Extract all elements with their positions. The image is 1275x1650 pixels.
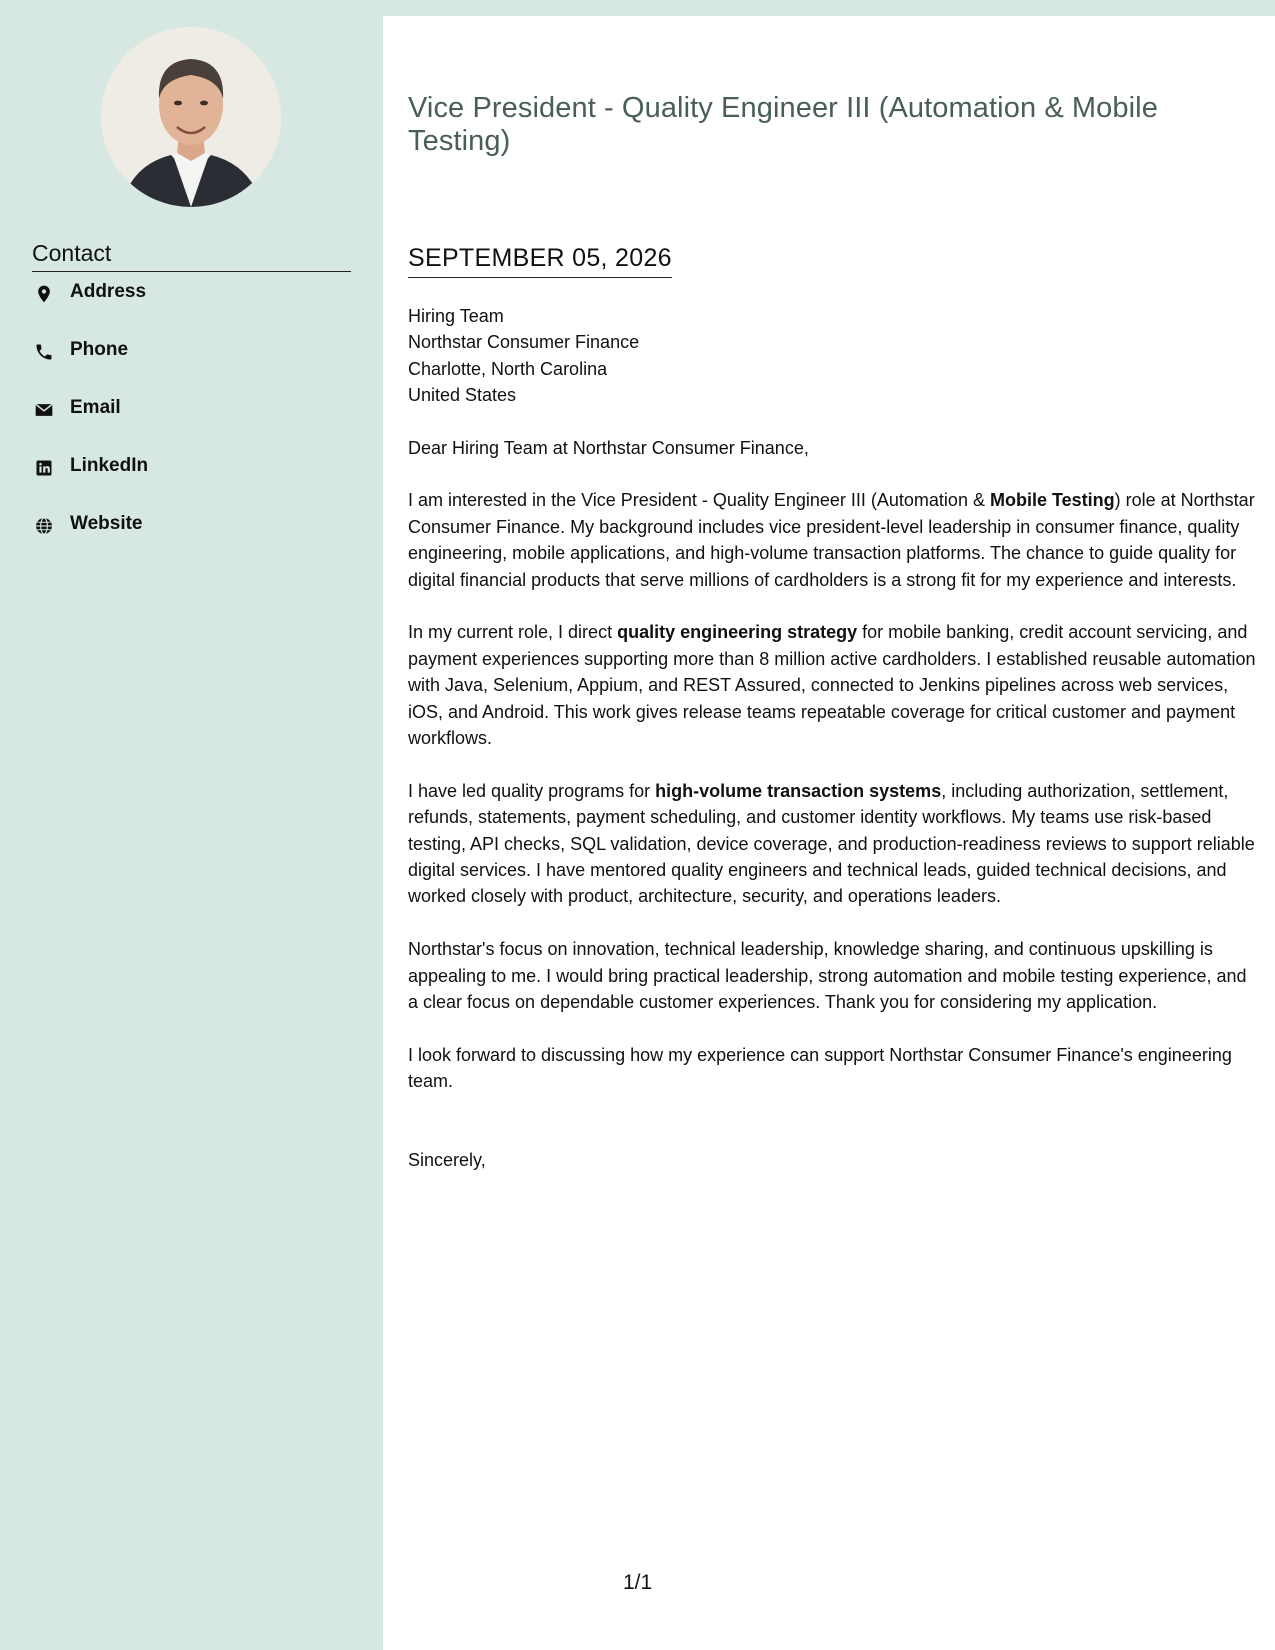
paragraph-text: for mobile banking, credit account servicing, and payment experiences supporting more than 8 million active cardholders. I established reusable automation with Java, Selenium, Appium, and REST Assured, connected to Jenkins pipelines across web services, iOS, and Android. This work gives release teams repeatable coverage for critical customer and payment workflows. [408, 622, 1256, 749]
contact-item-linkedin [32, 455, 148, 513]
paragraph-bold: quality engineering strategy [617, 622, 858, 643]
contact-item-website [32, 513, 148, 571]
date-block [408, 244, 672, 278]
closing: Sincerely, [408, 1149, 486, 1170]
contact-label-email: Email [70, 397, 121, 418]
profile-photo [101, 27, 281, 207]
contact-list [32, 281, 148, 571]
contact-label-address: Address [70, 281, 147, 302]
letter-body [408, 303, 1256, 1200]
contact-item-phone [32, 339, 148, 397]
job-title: Vice President - Quality Engineer III (Automation & Mobile Testing) [408, 92, 1158, 157]
paragraph-5: I look forward to discussing how my experience can support Northstar Consumer Finance's engineering team. [408, 1044, 1232, 1092]
contact-item-address [32, 281, 148, 339]
paragraph-text: I am interested in the Vice President - Quality Engineer III (Automation & [408, 490, 990, 511]
contact-label-website: Website [70, 513, 143, 534]
salutation: Dear Hiring Team at Northstar Consumer Finance, [408, 437, 809, 458]
paragraph-text: , including authorization, settlement, refunds, statements, payment scheduling, and customer identity workflows. My teams use risk-based testing, API checks, SQL validation, device coverage, and production-readiness reviews to support reliable digital services. I have mentored quality engineers and technical leads, guided technical decisions, and worked closely with product, architecture, security, and operations leaders. [408, 780, 1255, 907]
contact-heading: Contact [32, 240, 351, 272]
paragraph-text: In my current role, I direct [408, 622, 618, 643]
contact-label-phone: Phone [70, 339, 129, 360]
recipient-line: Hiring Team [408, 306, 504, 326]
phone-icon [32, 340, 56, 364]
recipient-line: Charlotte, North Carolina [408, 358, 608, 379]
recipient-line: United States [408, 385, 517, 406]
paragraph-1 [408, 487, 1256, 593]
linkedin-icon [32, 456, 56, 480]
map-pin-icon [32, 282, 56, 306]
paragraph-bold: Mobile Testing [989, 490, 1115, 511]
recipient-address [408, 303, 1256, 409]
contact-item-email [32, 397, 148, 455]
paragraph-bold: high-volume transaction systems [655, 780, 942, 801]
contact-label-linkedin: LinkedIn [70, 455, 149, 476]
recipient-line: Northstar Consumer Finance [408, 332, 640, 353]
main-content [383, 16, 1275, 1650]
paragraph-text: I have led quality programs for [408, 780, 656, 801]
paragraph-2 [408, 619, 1256, 751]
envelope-icon [32, 398, 56, 422]
paragraph-text: ) role at Northstar Consumer Finance. My background includes vice president-level leadership in consumer finance, quality engineering, mobile applications, and high-volume transaction platforms. The chance to guide quality for digital financial products that serve millions of cardholders is a strong fit for my experience and interests. [408, 490, 1255, 590]
page-number: 1/1 [623, 1571, 653, 1594]
profile-photo-illustration [101, 27, 281, 207]
globe-icon [32, 514, 56, 538]
paragraph-3 [408, 778, 1256, 910]
paragraph-4: Northstar's focus on innovation, technical leadership, knowledge sharing, and continuous upskilling is appealing to me. I would bring practical leadership, strong automation and mobile testing experience, and a clear focus on dependable customer experiences. Thank you for considering my application. [408, 939, 1247, 1013]
sidebar [0, 0, 383, 1650]
letter-date: SEPTEMBER 05, 2026 [408, 244, 672, 278]
